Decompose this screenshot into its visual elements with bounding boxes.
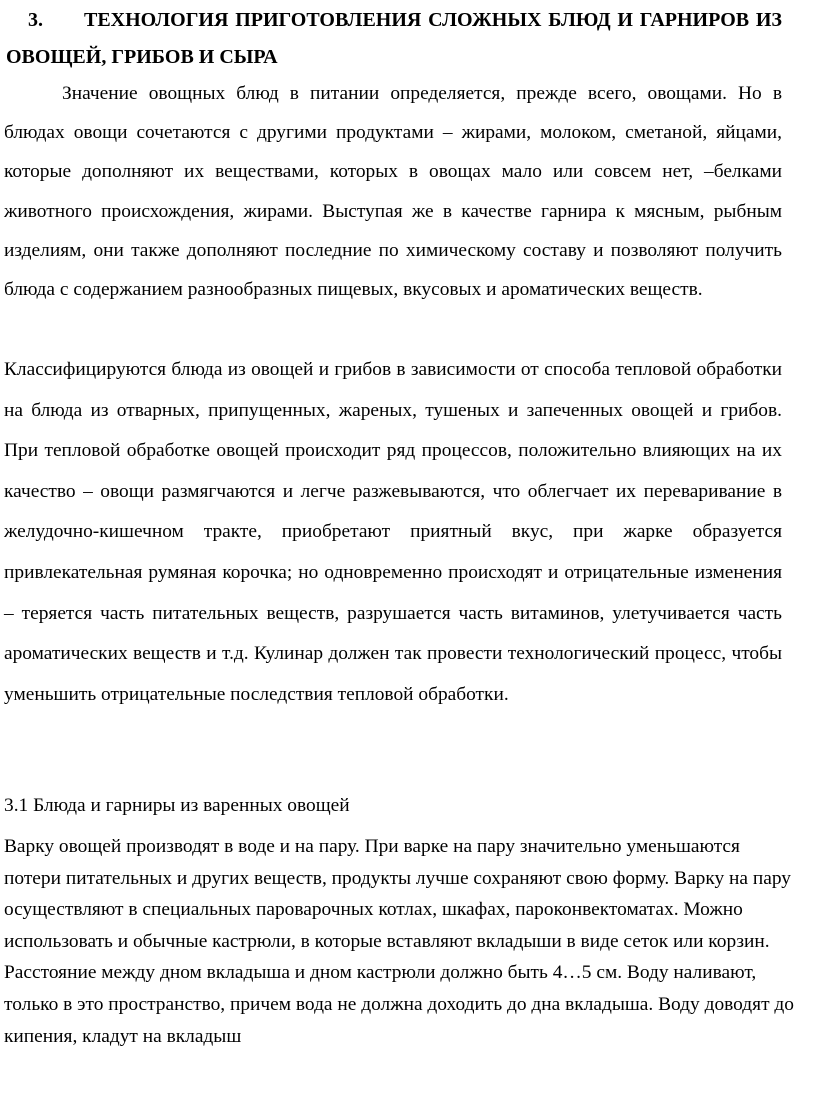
- section-heading: [6, 2, 782, 76]
- section-number: 3.: [28, 9, 43, 31]
- subsection-heading: 3.1 Блюда и гарниры из варенных овощей: [4, 795, 350, 816]
- paragraph-intro: Значение овощных блюд в питании определяется, прежде всего, овощами. Но в блюдах овощи сочетаются с другими продуктами – жирами, молоком, сметаной, яйцами, которые дополняют их веществами, которых в овощах мало или совсем нет, –белками животного происхождения, жирами. Выступая же в качестве гарнира к мясным, рыбным изделиям, они также дополняют последние по химическому составу и позволяют получить блюда с содержанием разнообразных пищевых, вкусовых и ароматических веществ.: [4, 83, 782, 301]
- section-title: ТЕХНОЛОГИЯ ПРИГОТОВЛЕНИЯ СЛОЖНЫХ БЛЮД И ГАРНИРОВ ИЗ ОВОЩЕЙ, ГРИБОВ И СЫРА: [6, 9, 782, 68]
- paragraph-boiling: Варку овощей производят в воде и на пару. При варке на пару значительно уменьшаются потери питательных и других веществ, продукты лучше сохраняют свою форму. Варку на пару осуществляют в специальных пароварочных котлах, шкафах, пароконвектоматах. Можно использовать и обычные кастрюли, в которые вставляют вкладыши в виде сеток или корзин. Расстояние между дном вкладыша и дном кастрюли должно быть 4…5 см. Воду наливают, только в это пространство, причем вода не должна доходить до дна вкладыша. Воду доводят до кипения, кладут на вкладыш: [4, 836, 794, 1047]
- paragraph-classification: Классифицируются блюда из овощей и грибов в зависимости от способа тепловой обработки на блюда из отварных, припущенных, жареных, тушеных и запеченных овощей и грибов. При тепловой обработке овощей происходит ряд процессов, положительно влияющих на их качество – овощи размягчаются и легче разжевываются, что облегчает их переваривание в желудочно-кишечном тракте, приобретают приятный вкус, при жарке образуется привлекательная румяная корочка; но одновременно происходят и отрицательные изменения – теряется часть питательных веществ, разрушается часть витаминов, улетучивается часть ароматических веществ и т.д. Кулинар должен так провести технологический процесс, чтобы уменьшить отрицательные последствия тепловой обработки.: [4, 359, 782, 705]
